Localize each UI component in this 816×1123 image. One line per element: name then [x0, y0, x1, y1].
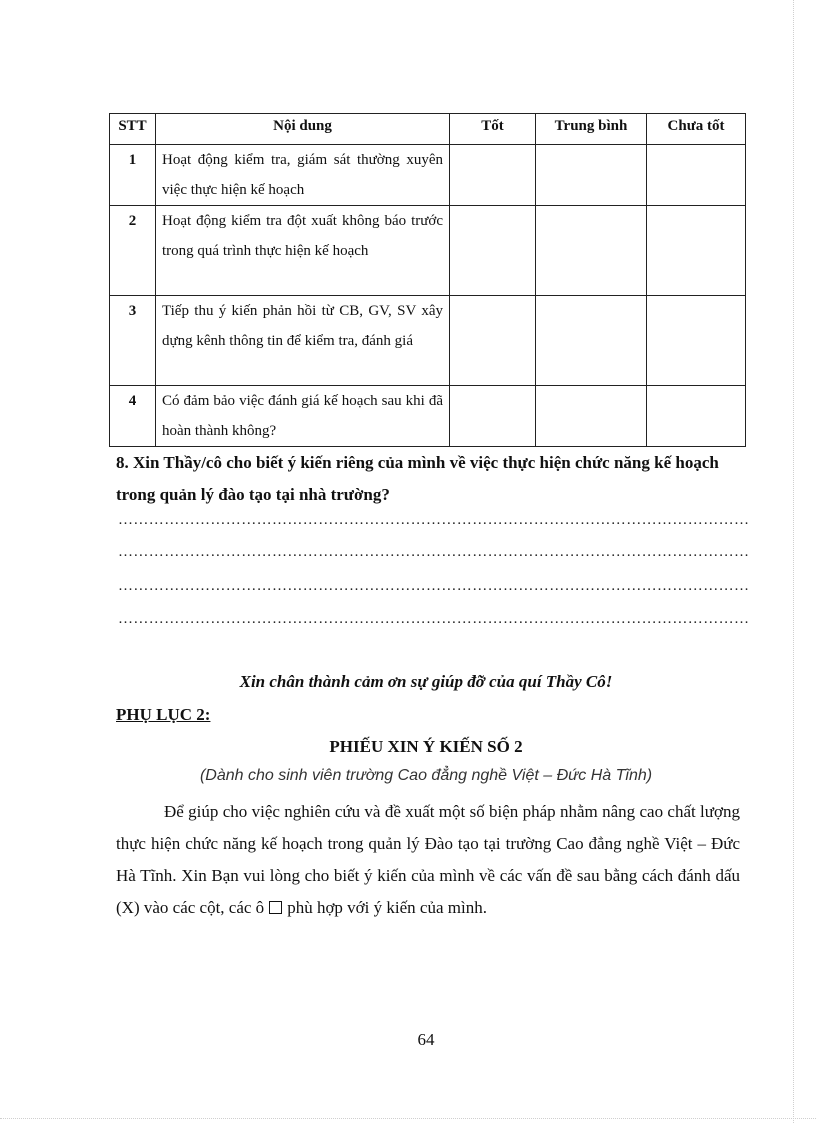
cell-not-good[interactable] — [647, 296, 746, 386]
header-content: Nội dung — [156, 114, 450, 145]
header-not-good: Chưa tốt — [647, 114, 746, 145]
row-content: Có đảm bảo việc đánh giá kế hoạch sau khi đã hoàn thành không? — [156, 386, 450, 447]
form-title: PHIẾU XIN Ý KIẾN SỐ 2 — [329, 737, 523, 756]
question-8-heading: 8. Xin Thầy/cô cho biết ý kiến riêng của mình về việc thực hiện chức năng kế hoạch trong quản lý đào tạo tại nhà trường? — [116, 453, 719, 504]
header-good: Tốt — [450, 114, 536, 145]
answer-line[interactable]: …………………………………………………………………………………………………………… — [118, 544, 750, 560]
row-number: 3 — [110, 296, 156, 386]
row-content: Hoạt động kiểm tra đột xuất không báo trước trong quá trình thực hiện kế hoạch — [156, 206, 450, 296]
page-edge-right — [793, 0, 794, 1123]
table-row — [110, 145, 746, 206]
cell-not-good[interactable] — [647, 206, 746, 296]
table-row — [110, 296, 746, 386]
row-number: 2 — [110, 206, 156, 296]
table-header-row — [110, 114, 746, 145]
intro-text-end: phù hợp với ý kiến của mình. — [287, 898, 487, 917]
intro-paragraph — [116, 796, 740, 924]
table-row — [110, 206, 746, 296]
cell-not-good[interactable] — [647, 145, 746, 206]
cell-good[interactable] — [450, 206, 536, 296]
intro-text: Để giúp cho việc nghiên cứu và đề xuất một số biện pháp nhằm nâng cao chất lượng thực hiện chức năng kế hoạch trong quản lý Đào tạo tại trường Cao đẳng nghề Việt – Đức Hà Tĩnh. Xin Bạn vui lòng cho biết ý kiến của mình về các vấn đề sau bằng cách đánh dấu (X) vào các cột, các ô — [116, 802, 740, 917]
row-content: Tiếp thu ý kiến phản hồi từ CB, GV, SV xây dựng kênh thông tin để kiểm tra, đánh giá — [156, 296, 450, 386]
row-number: 1 — [110, 145, 156, 206]
cell-good[interactable] — [450, 296, 536, 386]
cell-average[interactable] — [536, 386, 647, 447]
answer-line[interactable]: …………………………………………………………………………………………………………… — [118, 611, 750, 627]
cell-average[interactable] — [536, 145, 647, 206]
cell-good[interactable] — [450, 386, 536, 447]
row-number: 4 — [110, 386, 156, 447]
cell-good[interactable] — [450, 145, 536, 206]
page-number: 64 — [417, 1030, 435, 1049]
checkbox-icon — [269, 901, 282, 914]
form-subtitle: (Dành cho sinh viên trường Cao đẳng nghề Việt – Đức Hà Tĩnh) — [199, 767, 653, 784]
answer-line[interactable]: …………………………………………………………………………………………………………… — [118, 512, 750, 528]
header-stt: STT — [110, 114, 156, 145]
thank-you-note: Xin chân thành cảm ơn sự giúp đỡ của quí Thầy Cô! — [239, 672, 613, 691]
cell-average[interactable] — [536, 296, 647, 386]
evaluation-table — [109, 113, 746, 447]
appendix-label: PHỤ LỤC 2: — [116, 705, 211, 724]
page-edge-bottom — [0, 1118, 816, 1119]
row-content: Hoạt động kiểm tra, giám sát thường xuyên việc thực hiện kế hoạch — [156, 145, 450, 206]
cell-average[interactable] — [536, 206, 647, 296]
table-row — [110, 386, 746, 447]
header-average: Trung bình — [536, 114, 647, 145]
answer-line[interactable]: …………………………………………………………………………………………………………… — [118, 578, 750, 594]
cell-not-good[interactable] — [647, 386, 746, 447]
